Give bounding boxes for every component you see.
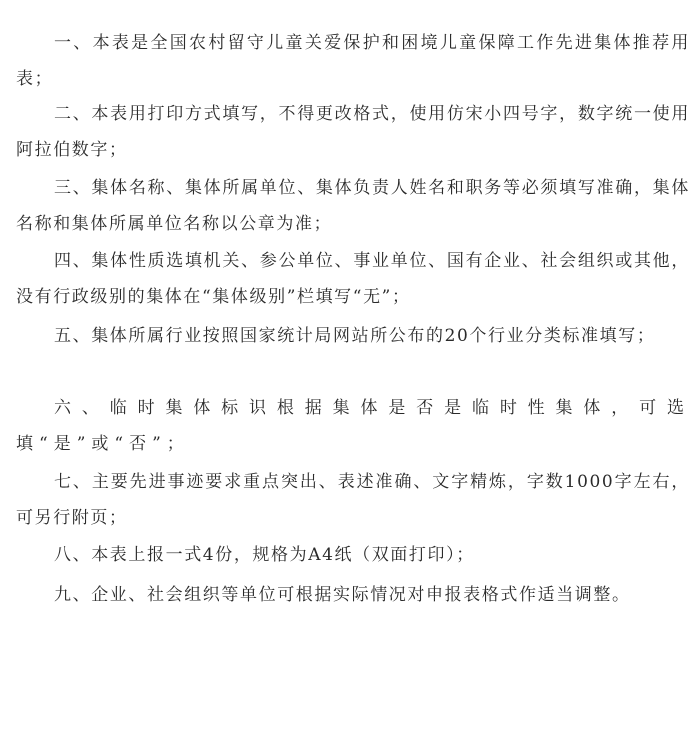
instruction-item-3: 三、集体名称、集体所属单位、集体负责人姓名和职务等必须填写准确，集体名称和集体所属单位名称以公章为准； bbox=[16, 178, 690, 234]
instruction-item-4: 四、集体性质选填机关、参公单位、事业单位、国有企业、社会组织或其他，没有行政级别的集体在“集体级别”栏填写“无”； bbox=[16, 251, 690, 307]
instruction-item-7: 七、主要先进事迹要求重点突出、表述准确、文字精炼，字数1000字左右，可另行附页； bbox=[16, 472, 690, 528]
instruction-item-2: 二、本表用打印方式填写，不得更改格式，使用仿宋小四号字，数字统一使用阿拉伯数字； bbox=[16, 104, 690, 160]
instruction-item-5: 五、集体所属行业按照国家统计局网站所公布的20个行业分类标准填写； bbox=[54, 326, 656, 346]
instruction-item-9: 九、企业、社会组织等单位可根据实际情况对申报表格式作适当调整。 bbox=[54, 585, 631, 605]
instruction-item-1: 一、本表是全国农村留守儿童关爱保护和困境儿童保障工作先进集体推荐用表； bbox=[16, 33, 690, 89]
instruction-item-6: 六、临时集体标识根据集体是否是临时性集体，可选填“是”或“否”； bbox=[16, 398, 690, 454]
instruction-item-8: 八、本表上报一式4份，规格为A4纸（双面打印）； bbox=[54, 545, 475, 565]
